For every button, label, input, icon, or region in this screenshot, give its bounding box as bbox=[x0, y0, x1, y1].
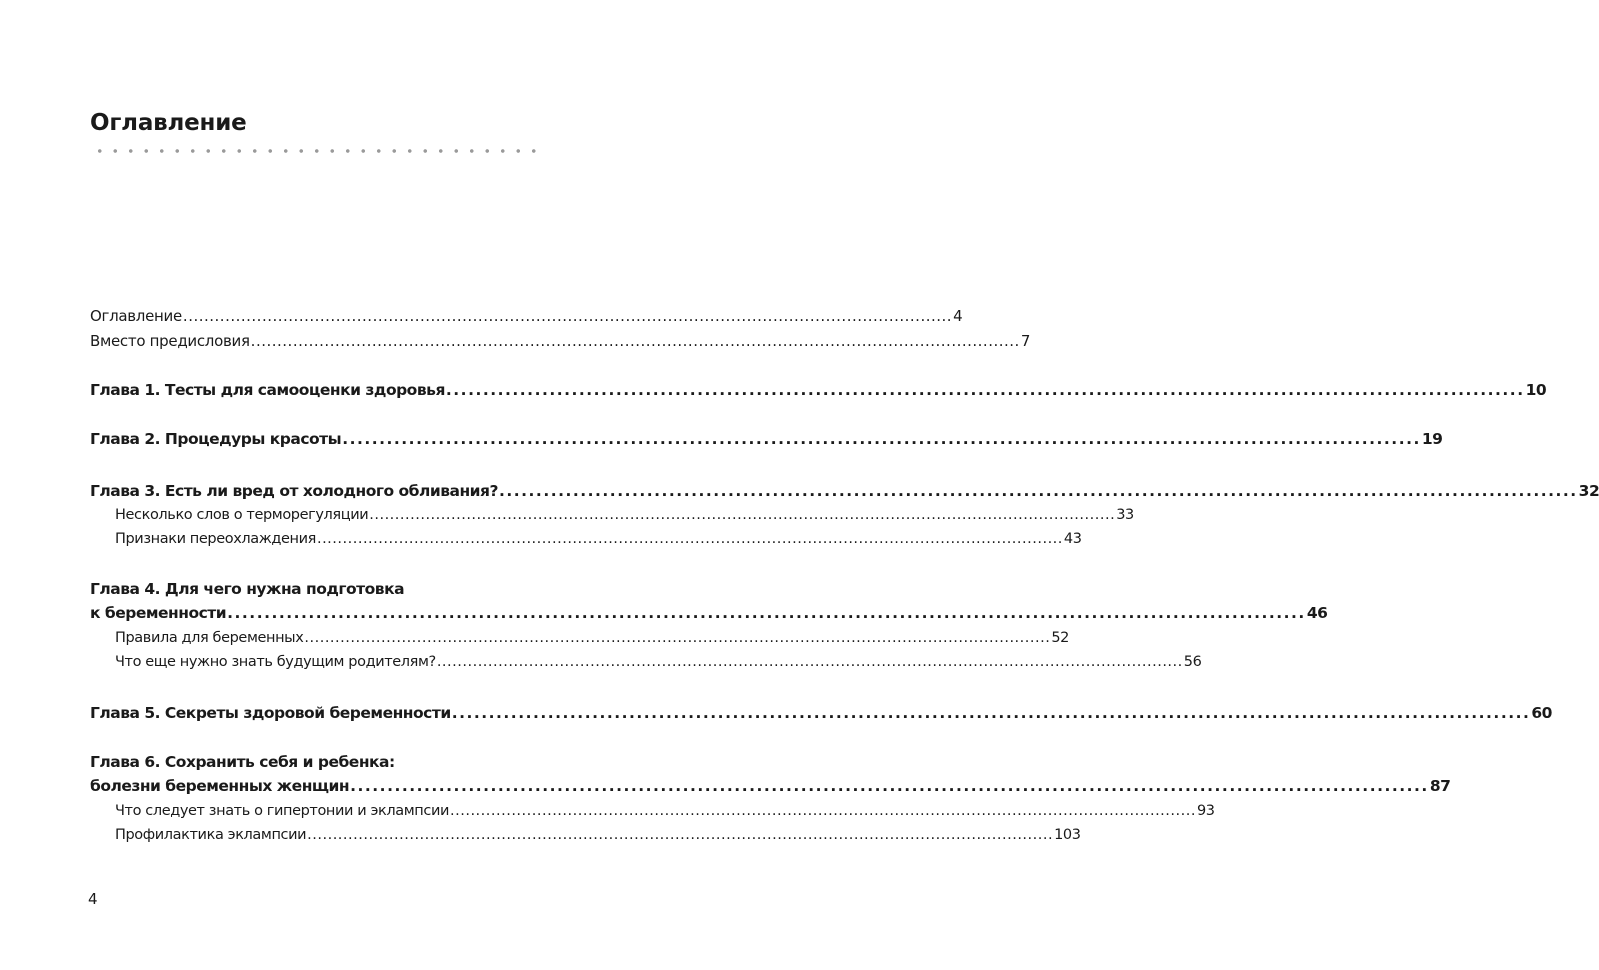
dot-leader: .................................................................................................................................................. bbox=[182, 307, 953, 325]
toc-entry-chapter-4-line1[interactable]: Глава 4. Для чего нужна подготовка bbox=[90, 580, 405, 598]
toc-entry-title: к беременности bbox=[90, 604, 227, 622]
dot-leader: .................................................................................................................................................. bbox=[436, 654, 1183, 670]
toc-entry-title: Что следует знать о гипертонии и эклампсии bbox=[115, 803, 450, 819]
toc-entry-page: 4 bbox=[953, 307, 963, 325]
toc-entry-title: Глава 1. Тесты для самооценки здоровья bbox=[90, 381, 445, 399]
dotted-divider bbox=[92, 148, 537, 154]
dot-leader: .................................................................................................................................................. bbox=[450, 803, 1196, 819]
toc-entry-title: Что еще нужно знать будущим родителям? bbox=[115, 654, 436, 670]
dot-leader: .................................................................................................................................................. bbox=[250, 332, 1020, 350]
dot-leader: .................................................................................................................................................. bbox=[316, 531, 1063, 547]
toc-entry-page: 103 bbox=[1054, 827, 1081, 843]
toc-entry-section-future-parents[interactable] bbox=[115, 650, 1202, 674]
toc-entry-page: 46 bbox=[1306, 604, 1328, 622]
toc-entry-chapter-5[interactable] bbox=[90, 701, 1552, 725]
toc-entry-page: 32 bbox=[1578, 482, 1599, 500]
toc-entry-page: 93 bbox=[1196, 803, 1215, 819]
toc-entry-page: 43 bbox=[1063, 531, 1082, 547]
toc-entry-section-eclampsia-prevention[interactable] bbox=[115, 823, 1081, 847]
toc-entry-page: 19 bbox=[1421, 430, 1443, 448]
toc-entry-page: 87 bbox=[1429, 777, 1451, 795]
toc-entry-title: Глава 3. Есть ли вред от холодного обливания? bbox=[90, 482, 498, 500]
toc-entry-title: Глава 2. Процедуры красоты bbox=[90, 430, 342, 448]
toc-entry-title: Признаки переохлаждения bbox=[115, 531, 316, 547]
toc-entry-chapter-3[interactable] bbox=[90, 479, 1599, 503]
toc-entry-section-thermoregulation[interactable] bbox=[115, 503, 1134, 527]
page-number: 4 bbox=[88, 890, 98, 908]
dot-leader: .................................................................................................................................................. bbox=[445, 381, 1525, 399]
dot-leader: .................................................................................................................................................. bbox=[451, 704, 1531, 722]
page-title: Оглавление bbox=[90, 110, 247, 136]
toc-entry-section-pregnancy-rules[interactable] bbox=[115, 626, 1069, 650]
toc-entry-section-hypertension[interactable] bbox=[115, 799, 1215, 823]
toc-entry-contents[interactable] bbox=[90, 304, 963, 328]
toc-entry-title: Глава 5. Секреты здоровой беременности bbox=[90, 704, 451, 722]
toc-entry-chapter-6-line1[interactable]: Глава 6. Сохранить себя и ребенка: bbox=[90, 753, 395, 771]
toc-entry-chapter-2[interactable] bbox=[90, 427, 1443, 451]
toc-entry-preface[interactable] bbox=[90, 329, 1031, 353]
toc-entry-title: Профилактика эклампсии bbox=[115, 827, 307, 843]
toc-entry-title: Несколько слов о терморегуляции bbox=[115, 507, 369, 523]
toc-entry-chapter-1[interactable] bbox=[90, 378, 1547, 402]
toc-entry-chapter-4[interactable] bbox=[90, 601, 1328, 625]
dot-leader: .................................................................................................................................................. bbox=[342, 430, 1421, 448]
dot-leader: .................................................................................................................................................. bbox=[227, 604, 1306, 622]
dot-leader: .................................................................................................................................................. bbox=[307, 827, 1054, 843]
dot-leader: .................................................................................................................................................. bbox=[350, 777, 1429, 795]
toc-entry-title: Вместо предисловия bbox=[90, 332, 250, 350]
toc-entry-page: 33 bbox=[1116, 507, 1134, 523]
toc-entry-page: 10 bbox=[1525, 381, 1547, 399]
toc-entry-page: 60 bbox=[1531, 704, 1552, 722]
toc-entry-chapter-6[interactable] bbox=[90, 774, 1451, 798]
dot-leader: .................................................................................................................................................. bbox=[369, 507, 1116, 523]
dot-leader: .................................................................................................................................................. bbox=[304, 630, 1051, 646]
toc-entry-section-hypothermia[interactable] bbox=[115, 527, 1082, 551]
toc-entry-page: 56 bbox=[1183, 654, 1202, 670]
toc-entry-title: Оглавление bbox=[90, 307, 182, 325]
toc-entry-title: болезни беременных женщин bbox=[90, 777, 350, 795]
toc-entry-page: 7 bbox=[1020, 332, 1031, 350]
dot-leader: .................................................................................................................................................. bbox=[498, 482, 1578, 500]
toc-entry-title: Правила для беременных bbox=[115, 630, 304, 646]
toc-entry-page: 52 bbox=[1051, 630, 1069, 646]
